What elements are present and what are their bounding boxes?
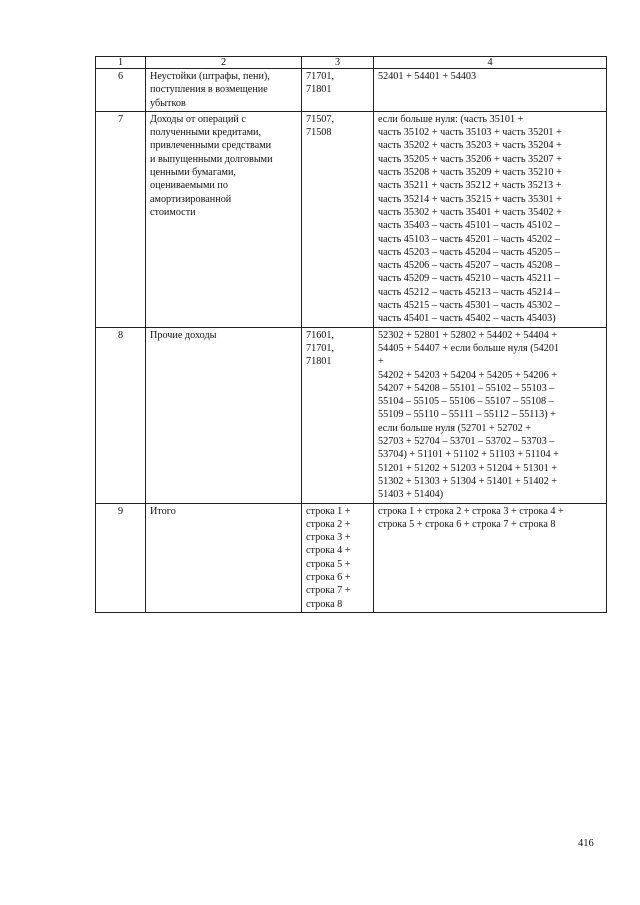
formula-line: 53704) + 51101 + 51102 + 51103 + 51104 + (378, 449, 559, 461)
formula-line: строка 1 + строка 2 + строка 3 + строка 4 + (378, 505, 564, 517)
cell-formula (374, 111, 607, 327)
formula-line: если больше нуля (52701 + 52702 + (378, 422, 532, 434)
formula-line: 54202 + 54203 + 54204 + 54205 + 54206 + (378, 369, 557, 381)
formula-line: 51201 + 51202 + 51203 + 51204 + 51301 + (378, 462, 557, 474)
formula-line: часть 45203 – часть 45204 – часть 45205 – (378, 246, 560, 258)
cell-name (146, 69, 302, 112)
name-line: Неустойки (штрафы, пени), (150, 71, 270, 82)
formula-line: если больше нуля: (часть 35101 + (378, 113, 524, 125)
name-line: амортизированной (150, 193, 232, 205)
formula-line: 55104 – 55105 – 55106 – 55107 – 55108 – (378, 396, 554, 408)
name-line: поступления в возмещение (150, 84, 268, 96)
formula-line: часть 45212 – часть 45213 – часть 45214 – (378, 286, 560, 298)
accounts-line: 71601, (306, 329, 335, 341)
table-row (96, 327, 607, 503)
formula-line: строка 5 + строка 6 + строка 7 + строка 8 (378, 518, 556, 530)
table-row (96, 111, 607, 327)
formula-line: + (378, 356, 384, 368)
table-row (96, 503, 607, 612)
accounts-line: строка 3 + (306, 532, 351, 544)
accounts-line: строка 5 + (306, 558, 351, 570)
formula-line: часть 35302 + часть 35401 + часть 35402 + (378, 206, 562, 218)
cell-formula (374, 327, 607, 503)
formula-line: часть 45209 – часть 45210 – часть 45211 – (378, 273, 560, 285)
accounts-line: строка 1 + (306, 505, 351, 517)
row-number: 8 (96, 327, 146, 503)
accounts-line: 71507, (306, 113, 335, 125)
cell-accounts (302, 111, 374, 327)
accounts-line: 71508 (306, 127, 332, 139)
name-line: стоимости (150, 206, 196, 218)
accounts-line: строка 8 (306, 598, 343, 610)
cell-formula (374, 69, 607, 112)
formula-line: 51403 + 51404) (378, 489, 444, 501)
table-row (96, 69, 607, 112)
formula-line: часть 45401 – часть 45402 – часть 45403) (378, 313, 556, 325)
formula-line: часть 35214 + часть 35215 + часть 35301 + (378, 193, 562, 205)
formula-line: часть 35205 + часть 35206 + часть 35207 + (378, 153, 562, 165)
cell-formula (374, 503, 607, 612)
formula-line: 52703 + 52704 – 53701 – 53702 – 53703 – (378, 436, 555, 448)
name-line: привлеченными средствами (150, 140, 272, 152)
formula-line: 54207 + 54208 – 55101 – 55102 – 55103 – (378, 382, 555, 394)
row-number: 7 (96, 111, 146, 327)
name-line: оцениваемыми по (150, 180, 228, 192)
accounts-line: строка 6 + (306, 571, 351, 583)
formula-line: часть 45215 – часть 45301 – часть 45302 – (378, 300, 560, 312)
header-col-1: 1 (96, 57, 146, 69)
cell-accounts (302, 503, 374, 612)
row-number: 9 (96, 503, 146, 612)
header-col-4: 4 (374, 57, 607, 69)
name-line: ценными бумагами, (150, 167, 236, 179)
formula-line: часть 35211 + часть 35212 + часть 35213 + (378, 180, 562, 192)
header-col-2: 2 (146, 57, 302, 69)
name-line: убытков (150, 97, 186, 109)
formula-line: 52302 + 52801 + 52802 + 54402 + 54404 + (378, 329, 557, 341)
header-row (96, 57, 607, 69)
name-line: и выпущенными долговыми (150, 153, 273, 165)
cell-name (146, 327, 302, 503)
name-line: Доходы от операций с (150, 113, 246, 125)
formula-line: часть 35208 + часть 35209 + часть 35210 + (378, 167, 562, 179)
formula-line: часть 45103 – часть 45201 – часть 45202 – (378, 233, 560, 245)
name-line: полученными кредитами, (150, 127, 262, 139)
formula-line: 55109 – 55110 – 55111 – 55112 – 55113) + (378, 409, 556, 421)
page-number: 416 (578, 838, 594, 849)
accounts-line: 71701, (306, 71, 335, 82)
accounts-line: 71701, (306, 342, 335, 354)
formula-line: 54405 + 54407 + если больше нуля (54201 (378, 342, 560, 354)
accounts-line: строка 7 + (306, 585, 351, 597)
table-body (96, 69, 607, 613)
cell-accounts (302, 69, 374, 112)
cell-name (146, 111, 302, 327)
formula-line: 52401 + 54401 + 54403 (378, 71, 477, 82)
accounts-table (95, 56, 607, 613)
header-col-3: 3 (302, 57, 374, 69)
accounts-line: 71801 (306, 84, 332, 96)
cell-name (146, 503, 302, 612)
accounts-line: строка 4 + (306, 545, 351, 557)
cell-accounts (302, 327, 374, 503)
formula-line: часть 35403 – часть 45101 – часть 45102 – (378, 220, 560, 232)
formula-line: часть 45206 – часть 45207 – часть 45208 – (378, 260, 560, 272)
name-line: Прочие доходы (150, 329, 217, 341)
row-number: 6 (96, 69, 146, 112)
name-line: Итого (150, 505, 176, 517)
accounts-line: строка 2 + (306, 518, 351, 530)
formula-line: часть 35202 + часть 35203 + часть 35204 + (378, 140, 562, 152)
formula-line: часть 35102 + часть 35103 + часть 35201 + (378, 127, 562, 139)
formula-line: 51302 + 51303 + 51304 + 51401 + 51402 + (378, 475, 557, 487)
accounts-line: 71801 (306, 356, 332, 368)
